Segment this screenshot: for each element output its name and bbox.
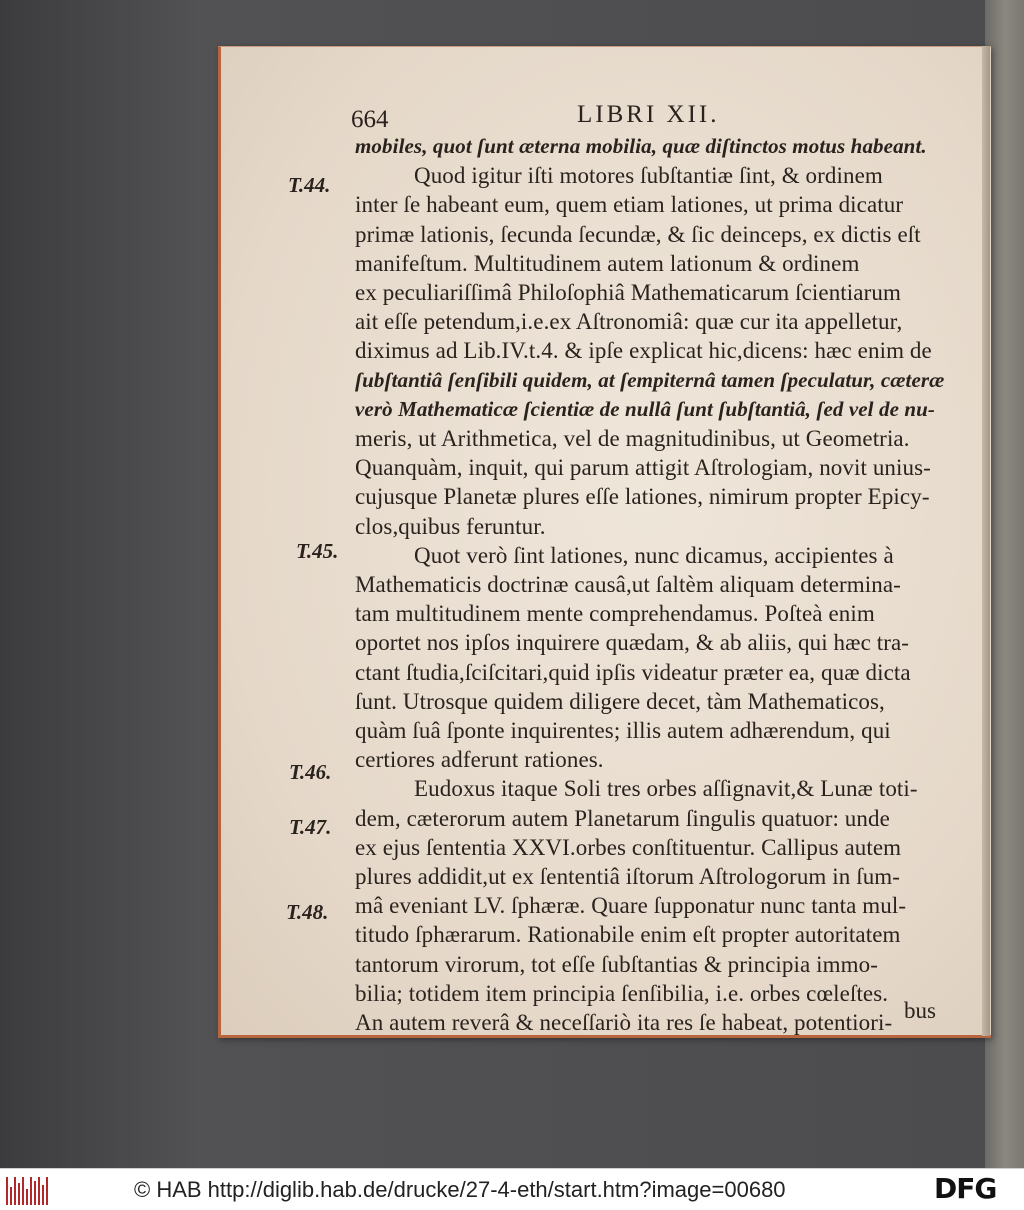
text-line: mâ eveniant LV. ſphæræ. Quare ſupponatur nunc tanta mul-: [355, 893, 907, 918]
text-line: mobiles, quot ſunt æterna mobilia, quæ diſtinctos motus habeant.: [355, 134, 927, 158]
text-line: inter ſe habeant eum, quem etiam lationes, ut prima dicatur: [355, 192, 904, 217]
text-line: titudo ſphærarum. Rationabile enim eſt propter autoritatem: [355, 922, 901, 947]
margin-note-t46: T.46.: [289, 760, 332, 784]
text-line: bilia; totidem item principia ſenſibilia, i.e. orbes cœleſtes.: [355, 981, 889, 1006]
text-line: Mathematicis doctrinæ causâ,ut ſaltèm aliquam determina-: [355, 572, 901, 597]
margin-note-t45: T.45.: [296, 539, 339, 563]
text-line: dem, cæterorum autem Planetarum ſingulis quatuor: unde: [355, 806, 890, 831]
text-line: manifeſtum. Multitudinem autem lationum & ordinem: [355, 251, 860, 276]
text-line: Quod igitur iſti motores ſubſtantiæ ſint, & ordinem: [414, 163, 883, 188]
text-line: Quanquàm, inquit, qui parum attigit Aſtrologiam, novit unius-: [355, 455, 931, 480]
text-line: ex peculiariſſimâ Philoſophiâ Mathematicarum ſcientiarum: [355, 280, 901, 305]
text-line: ctant ſtudia,ſciſcitari,quid ipſis videatur præter ea, quæ dicta: [355, 660, 911, 685]
text-line: clos,quibus feruntur.: [355, 514, 546, 539]
catchword: bus: [904, 998, 936, 1023]
running-header: LIBRI XII.: [577, 101, 720, 128]
text-line: tantorum virorum, tot eſſe ſubſtantias & principia immo-: [355, 952, 878, 977]
margin-note-t48: T.48.: [286, 900, 329, 924]
text-line: primæ lationis, ſecunda ſecundæ, & ſic deinceps, ex dictis eſt: [355, 222, 921, 247]
text-line: Quot verò ſint lationes, nunc dicamus, accipientes à: [414, 543, 894, 568]
text-line: quàm ſuâ ſponte inquirentes; illis autem adhærendum, qui: [355, 718, 891, 743]
text-line: verò Mathematicæ ſcientiæ de nullâ ſunt ſubſtantiâ, ſed vel de nu-: [355, 397, 935, 421]
text-line: oportet nos ipſos inquirere quædam, & ab aliis, qui hæc tra-: [355, 630, 910, 655]
text-line: ſunt. Utrosque quidem diligere decet, tàm Mathematicos,: [355, 689, 885, 714]
margin-note-t44: T.44.: [288, 173, 331, 197]
text-line: plures addidit,ut ex ſententiâ iſtorum Aſtrologorum in ſum-: [355, 864, 901, 889]
page-number: 664: [351, 106, 389, 133]
margin-note-t47: T.47.: [289, 815, 332, 839]
text-line: ſubſtantiâ ſenſibili quidem, at ſempiternâ tamen ſpeculatur, cæteræ: [355, 368, 945, 392]
dfg-logo: DFG: [934, 1172, 997, 1205]
text-line: Eudoxus itaque Soli tres orbes aſſignavit,& Lunæ toti-: [414, 776, 918, 801]
text-line: ex ejus ſententia XXVI.orbes conſtituentur. Callipus autem: [355, 835, 902, 860]
hab-barcode-logo-icon: [6, 1175, 48, 1205]
copyright-url: © HAB http://diglib.hab.de/drucke/27-4-eth/start.htm?image=00680: [134, 1177, 786, 1202]
page-edge: [982, 46, 990, 1036]
text-line: meris, ut Arithmetica, vel de magnitudinibus, ut Geometria.: [355, 426, 910, 451]
text-line: tam multitudinem mente comprehendamus. Poſteà enim: [355, 601, 875, 626]
text-line: ait eſſe petendum,i.e.ex Aſtronomiâ: quæ cur ita appelletur,: [355, 309, 903, 334]
text-line: diximus ad Lib.IV.t.4. & ipſe explicat hic,dicens: hæc enim de: [355, 338, 932, 363]
text-line: cujusque Planetæ plures eſſe lationes, nimirum propter Epicy-: [355, 484, 930, 509]
footer-bar: [0, 1168, 1024, 1210]
text-line: An autem reverâ & neceſſariò ita res ſe habeat, potentiori-: [355, 1010, 893, 1035]
text-line: certiores adferunt rationes.: [355, 747, 604, 772]
